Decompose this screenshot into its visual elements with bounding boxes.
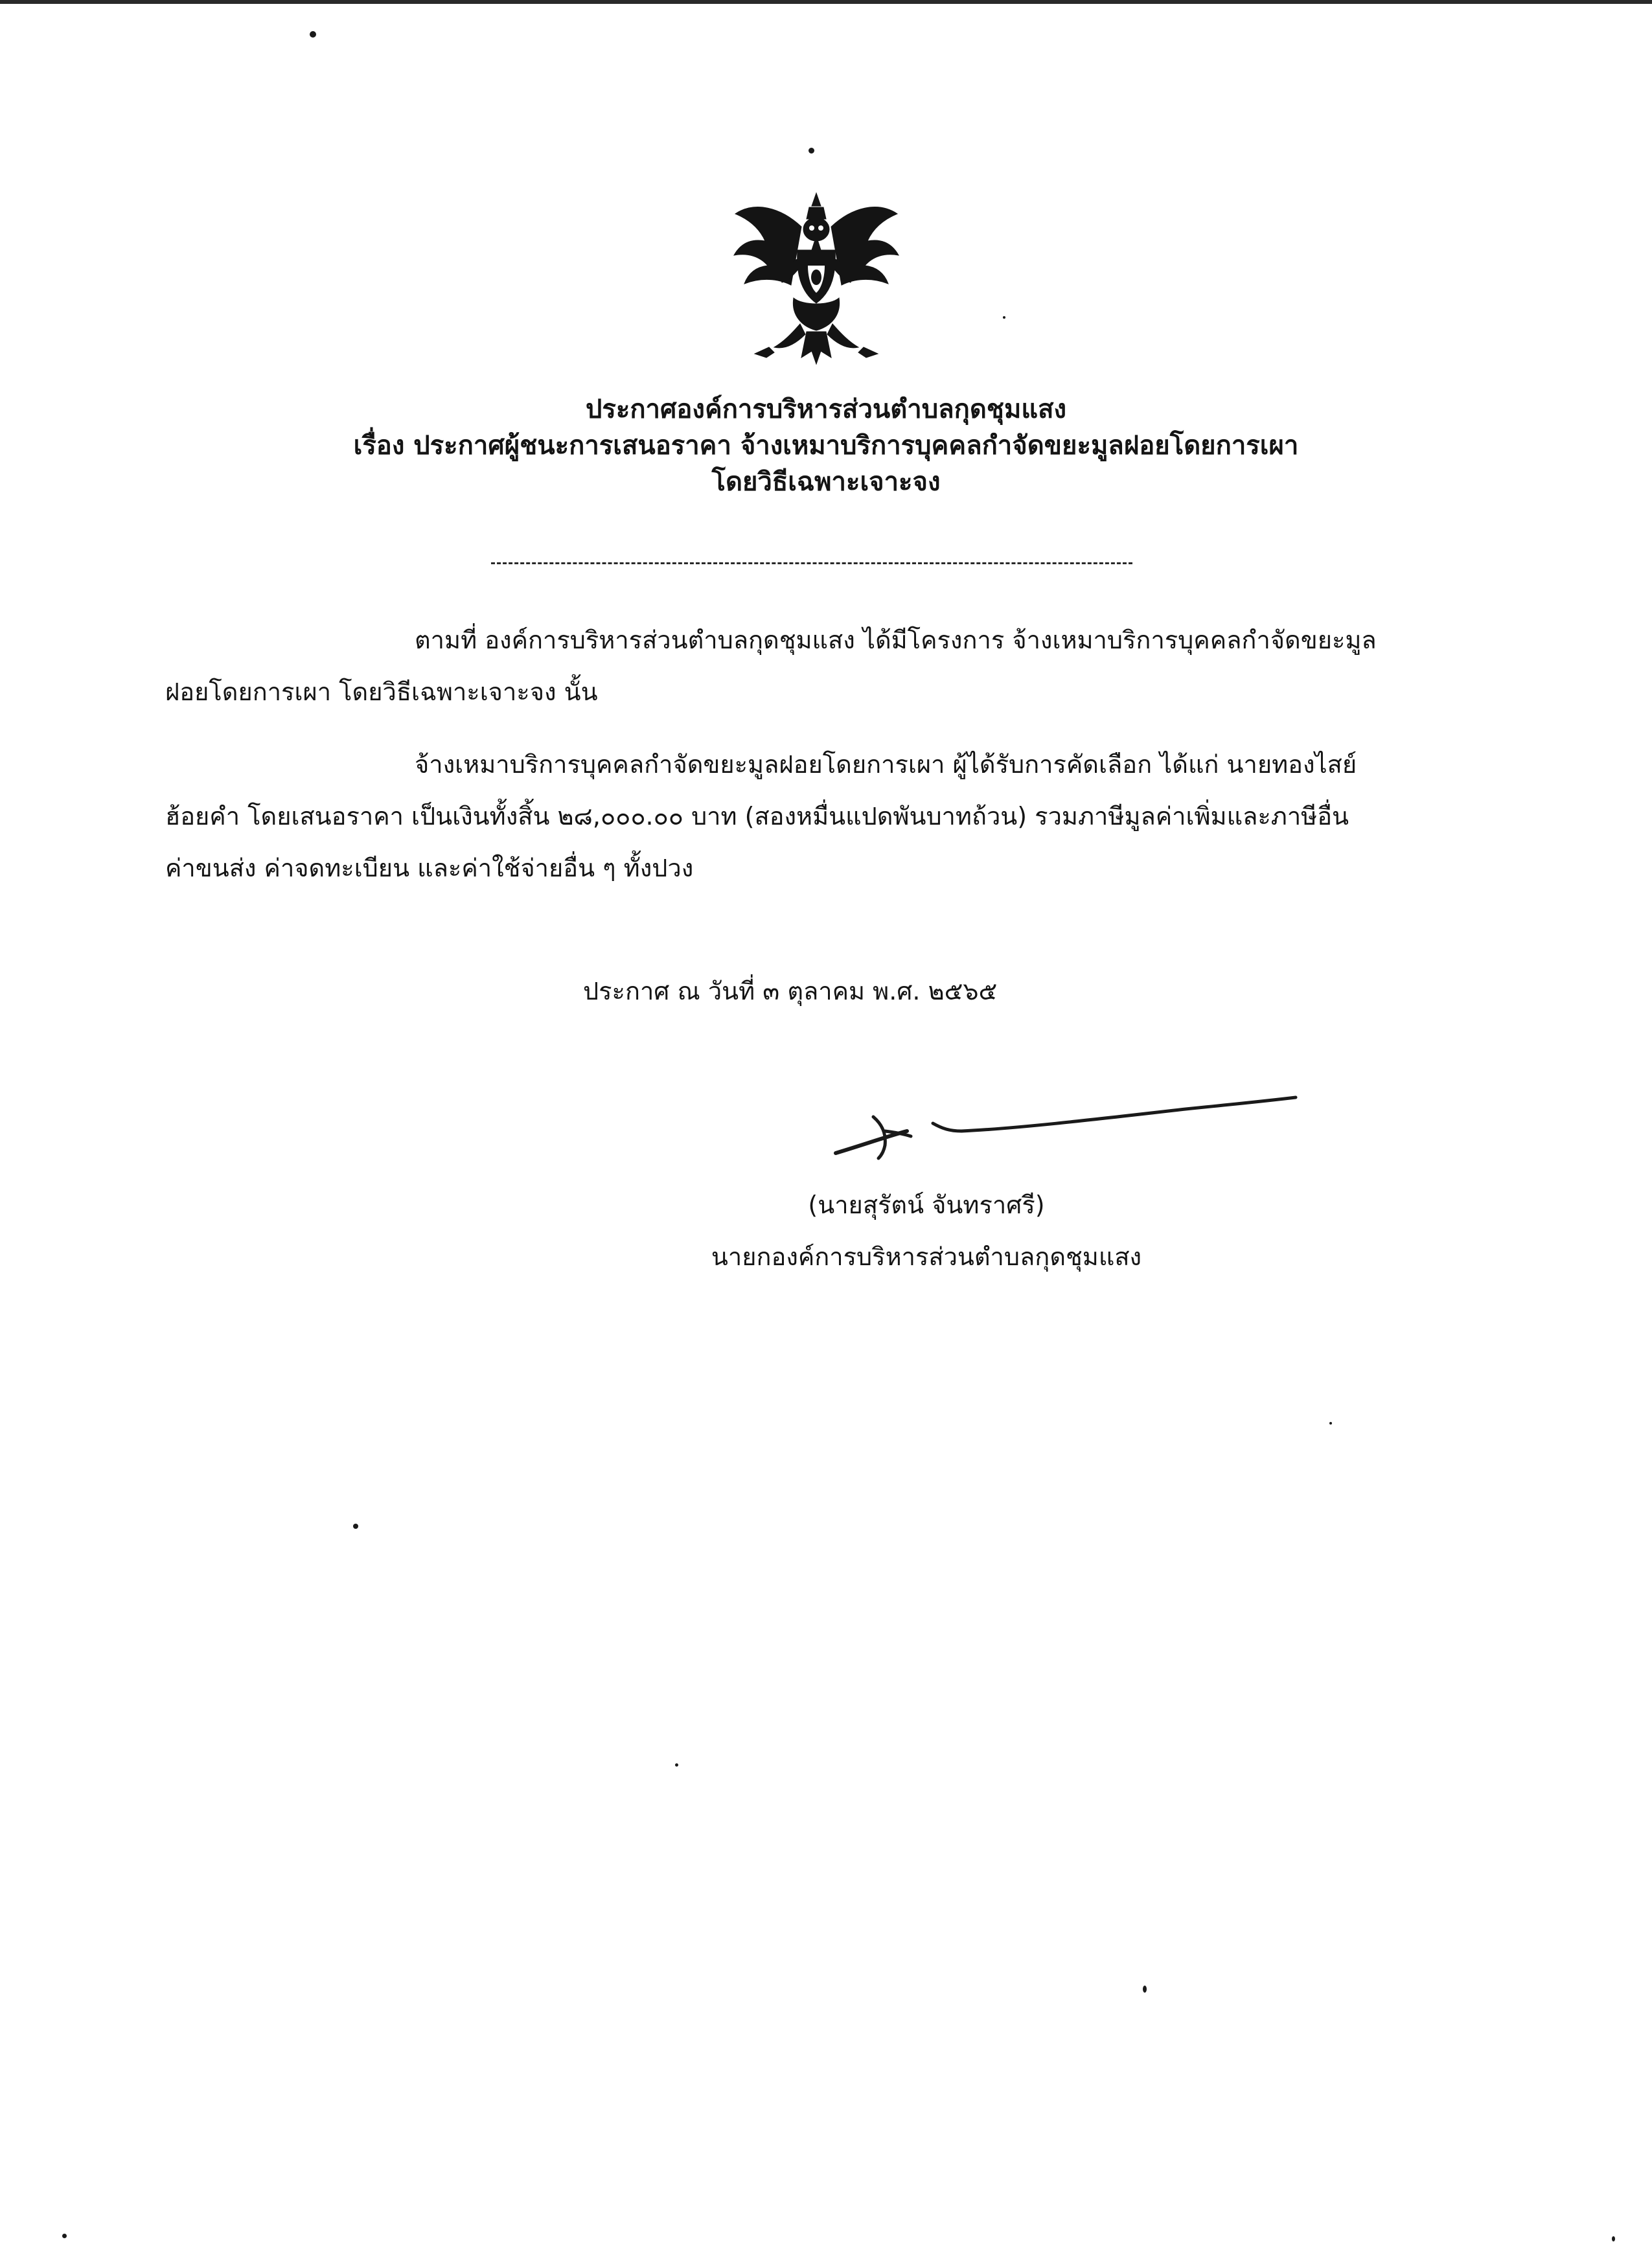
paragraph-2 xyxy=(165,739,1461,894)
scan-speck xyxy=(353,1524,358,1529)
signatory-name: (นายสุรัตน์ จันทราศรี) xyxy=(808,1191,1045,1219)
dashed-separator xyxy=(491,562,1132,564)
paragraph-2-line-1: จ้างเหมาบริการบุคคลกำจัดขยะมูลฝอยโดยการเผา ผู้ได้รับการคัดเลือก ได้แก่ นายทองไสย์ xyxy=(415,750,1357,779)
paragraph-2-line-2: ฮ้อยคำ โดยเสนอราคา เป็นเงินทั้งสิ้น ๒๘,๐๐๐.๐๐ บาท (สองหมื่นแปดพันบาทถ้วน) รวมภาษีมูลค่าเพิ่มและภาษีอื่น xyxy=(165,802,1349,830)
title-line-2: เรื่อง ประกาศผู้ชนะการเสนอราคา จ้างเหมาบริการบุคคลกำจัดขยะมูลฝอยโดยการเผา xyxy=(353,431,1299,461)
paragraph-2-line-3: ค่าขนส่ง ค่าจดทะเบียน และค่าใช้จ่ายอื่น ๆ ทั้งปวง xyxy=(165,854,694,882)
scan-speck xyxy=(1612,2236,1615,2241)
paragraph-1-line-1: ตามที่ องค์การบริหารส่วนตำบลกุดชุมแสง ได้มีโครงการ จ้างเหมาบริการบุคคลกำจัดขยะมูล xyxy=(415,626,1377,654)
scan-speck xyxy=(1003,316,1005,319)
scan-speck xyxy=(1143,1986,1147,1993)
scan-speck xyxy=(675,1763,678,1767)
scan-speck xyxy=(310,31,316,38)
garuda-emblem-icon xyxy=(729,188,904,369)
paragraph-1 xyxy=(165,614,1461,718)
scan-top-edge xyxy=(0,0,1652,4)
scan-speck xyxy=(1329,1422,1332,1425)
announcement-title xyxy=(194,391,1458,500)
handwritten-signature xyxy=(823,1069,1302,1179)
scan-speck xyxy=(809,148,814,154)
scan-speck xyxy=(62,2234,67,2238)
title-line-3: โดยวิธีเฉพาะเจาะจง xyxy=(711,467,941,497)
signatory-position: นายกองค์การบริหารส่วนตำบลกุดชุมแสง xyxy=(711,1243,1142,1271)
announcement-date: ประกาศ ณ วันที่ ๓ ตุลาคม พ.ศ. ๒๕๖๕ xyxy=(583,977,998,1005)
paragraph-1-line-2: ฝอยโดยการเผา โดยวิธีเฉพาะเจาะจง นั้น xyxy=(165,678,598,706)
title-line-1: ประกาศองค์การบริหารส่วนตำบลกุดชุมแสง xyxy=(585,395,1067,424)
